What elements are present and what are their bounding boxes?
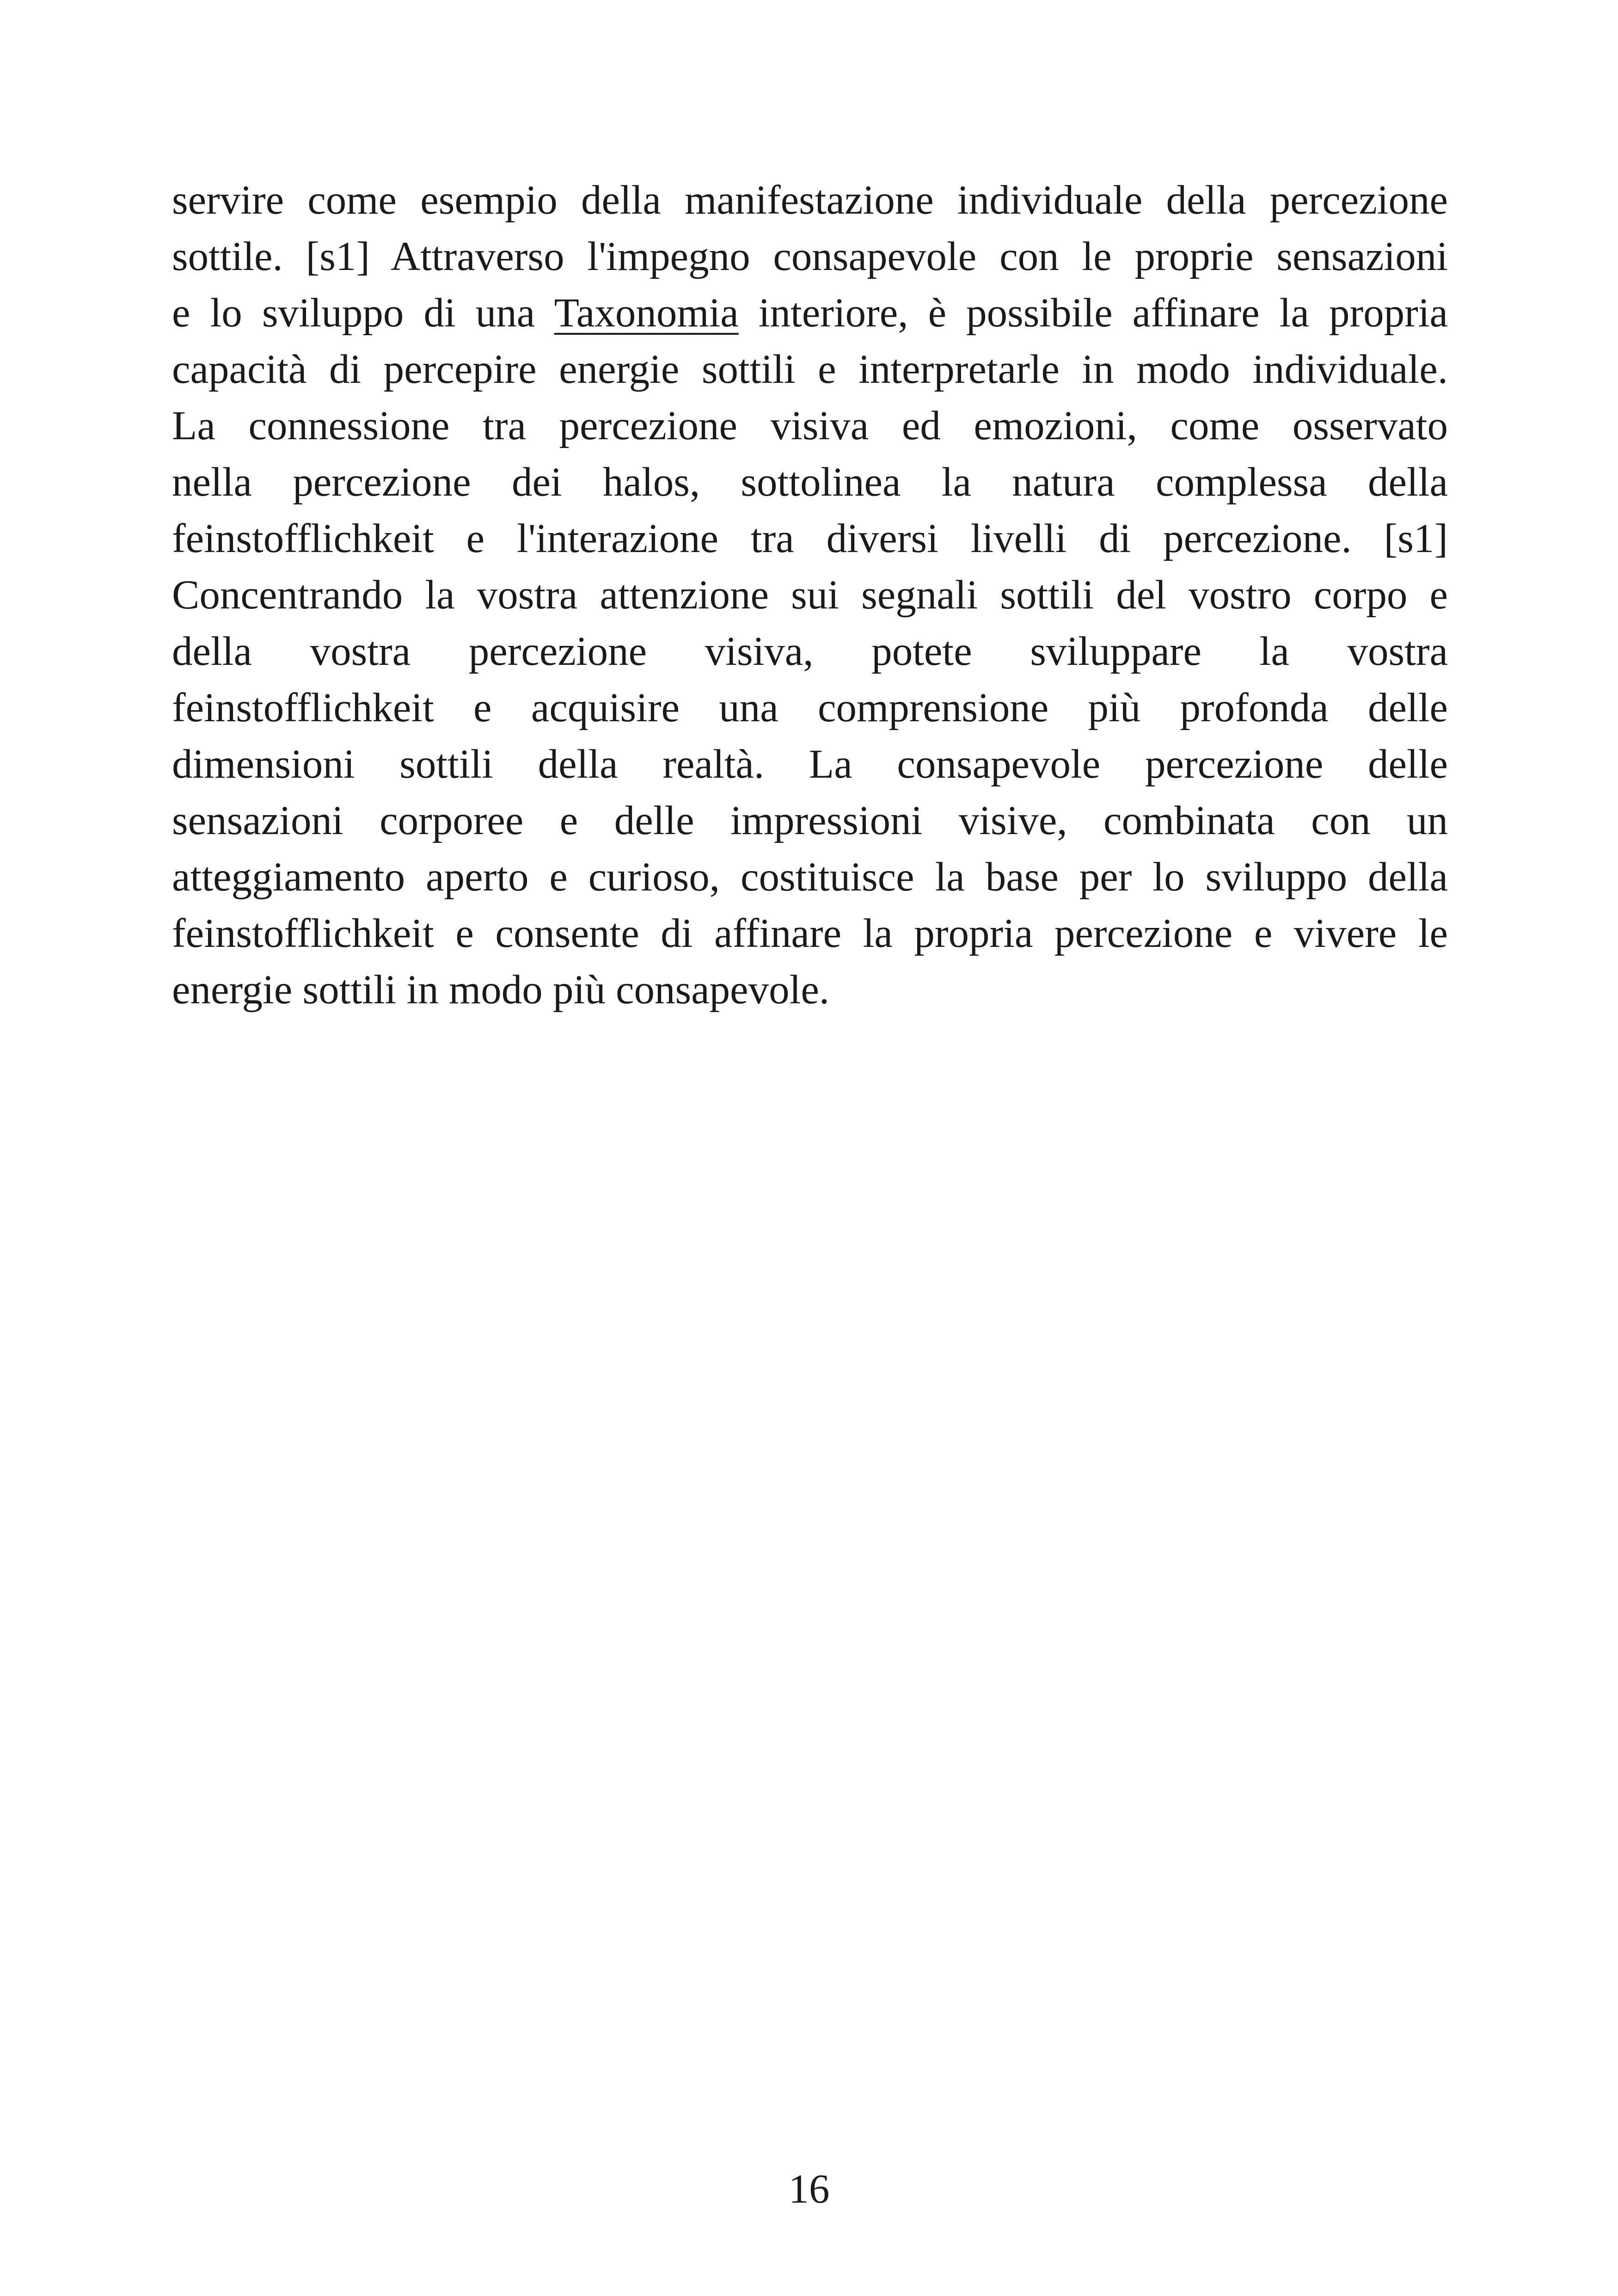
paragraph-line: atteggiamento aperto e curioso, costituisce la base per lo sviluppo della	[172, 854, 1448, 900]
paragraph-line-last: energie sottili in modo più consapevole.	[172, 967, 830, 1013]
taxonomia-link[interactable]: Taxonomia	[554, 290, 739, 336]
paragraph-line: capacità di percepire energie sottili e interpretarle in modo individuale.	[172, 347, 1448, 392]
paragraph-line: della vostra percezione visiva, potete sviluppare la vostra	[172, 629, 1448, 674]
paragraph-line: servire come esempio della manifestazione individuale della percezione	[172, 178, 1448, 223]
paragraph-line: sottile. [s1] Attraverso l'impegno consapevole con le proprie sensazioni	[172, 234, 1448, 279]
paragraph-line: dimensioni sottili della realtà. La consapevole percezione delle	[172, 742, 1448, 787]
paragraph-line: nella percezione dei halos, sottolinea la natura complessa della	[172, 460, 1448, 505]
paragraph-line-with-link	[172, 285, 1448, 341]
paragraph-line: feinstofflichkeit e consente di affinare la propria percezione e vivere le	[172, 911, 1448, 956]
line-text-before-link: e lo sviluppo di una	[172, 290, 554, 336]
paragraph-line: sensazioni corporee e delle impressioni visive, combinata con un	[172, 798, 1448, 843]
paragraph-line: Concentrando la vostra attenzione sui segnali sottili del vostro corpo e	[172, 572, 1448, 618]
line-text-after-link: interiore, è possibile affinare la propria	[738, 290, 1448, 336]
page-number: 16	[788, 2167, 830, 2212]
body-paragraph	[172, 172, 1448, 1018]
paragraph-line: feinstofflichkeit e acquisire una comprensione più profonda delle	[172, 685, 1448, 731]
paragraph-line: La connessione tra percezione visiva ed emozioni, come osservato	[172, 403, 1448, 448]
paragraph-line: feinstofflichkeit e l'interazione tra diversi livelli di percezione. [s1]	[172, 516, 1448, 561]
